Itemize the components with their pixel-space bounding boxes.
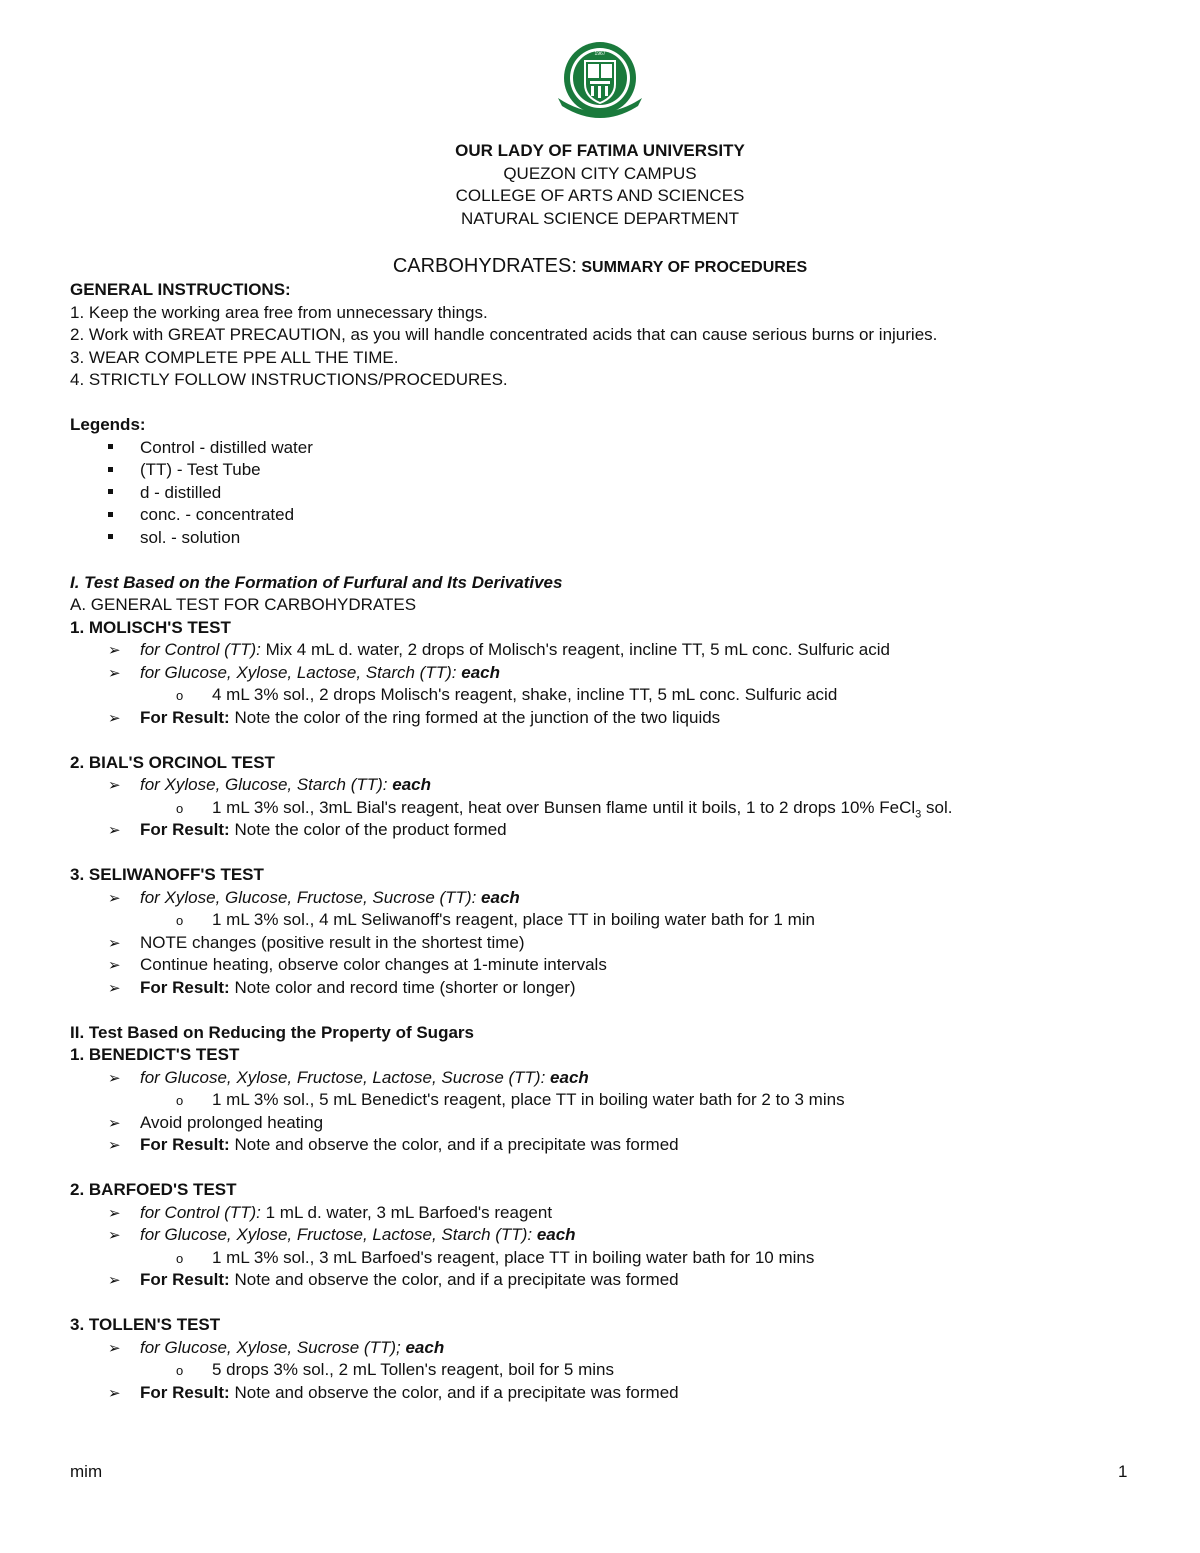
- arrow-bullet-icon: ➢: [108, 1272, 121, 1289]
- circle-bullet-icon: o: [176, 1250, 184, 1266]
- college-name: COLLEGE OF ARTS AND SCIENCES: [455, 186, 745, 205]
- arrow-bullet-icon: ➢: [108, 664, 121, 682]
- document-title: [0, 254, 1200, 280]
- circle-bullet-icon: o: [176, 913, 184, 928]
- square-bullet-icon: [108, 467, 113, 472]
- seliwanoff-test-title: 3. SELIWANOFF'S TEST: [70, 865, 264, 884]
- square-bullet-icon: [108, 534, 113, 539]
- circle-bullet-icon: o: [176, 1093, 184, 1108]
- barfoed-result: ➢ For Result: Note and observe the color, and if a precipitate was formed: [70, 1269, 1140, 1292]
- barfoed-control-step: ➢ for Control (TT): 1 mL d. water, 3 mL Barfoed's reagent: [70, 1202, 1140, 1225]
- bial-result: ➢ For Result: Note the color of the product formed: [70, 819, 1140, 842]
- section-2-heading: II. Test Based on Reducing the Property of Sugars: [70, 1022, 474, 1042]
- arrow-bullet-icon: ➢: [108, 979, 121, 997]
- molisch-result: ➢ For Result: Note the color of the ring formed at the junction of the two liquids: [70, 707, 1140, 730]
- legend-item: d - distilled: [70, 482, 1140, 505]
- department-name: NATURAL SCIENCE DEPARTMENT: [460, 208, 740, 228]
- seliwanoff-note: ➢ NOTE changes (positive result in the shortest time): [70, 932, 1140, 955]
- arrow-bullet-icon: ➢: [108, 777, 121, 794]
- legend-item: conc. - concentrated: [70, 504, 1140, 527]
- bial-sub-step: o 1 mL 3% sol., 3mL Bial's reagent, heat over Bunsen flame until it boils, 1 to 2 drops 10% FeCl$_3$ sol.: [176, 797, 953, 820]
- instruction-item: 3. WEAR COMPLETE PPE ALL THE TIME.: [70, 347, 399, 367]
- arrow-bullet-icon: ➢: [108, 1137, 121, 1154]
- legend-item: Control - distilled water: [70, 437, 1140, 460]
- legends-heading: Legends:: [70, 415, 146, 434]
- general-instructions-heading: GENERAL INSTRUCTIONS:: [70, 280, 291, 299]
- molisch-sub-step: o 4 mL 3% sol., 2 drops Molisch's reagent, shake, incline TT, 5 mL conc. Sulfuric acid: [70, 684, 1140, 707]
- bial-test-title: 2. BIAL'S ORCINOL TEST: [70, 752, 275, 772]
- square-bullet-icon: [108, 489, 113, 494]
- tollen-test-title: 3. TOLLEN'S TEST: [70, 1315, 221, 1334]
- page-number: 1: [1118, 1462, 1128, 1481]
- arrow-bullet-icon: ➢: [108, 1339, 121, 1357]
- arrow-bullet-icon: ➢: [108, 822, 121, 839]
- university-seal-logo: [554, 40, 646, 120]
- benedict-result: ➢ For Result: Note and observe the color, and if a precipitate was formed: [70, 1134, 1140, 1157]
- arrow-bullet-icon: ➢: [108, 642, 121, 659]
- seliwanoff-sample-step: ➢ for Xylose, Glucose, Fructose, Sucrose (TT): each: [70, 887, 1140, 910]
- document-body: [70, 279, 1140, 1404]
- circle-bullet-icon: o: [176, 1363, 184, 1378]
- section-1-subheading: A. GENERAL TEST FOR CARBOHYDRATES: [70, 595, 417, 614]
- seliwanoff-note: ➢ Continue heating, observe color changes at 1-minute intervals: [70, 954, 1140, 977]
- square-bullet-icon: [108, 512, 113, 517]
- seliwanoff-sub-step: o 1 mL 3% sol., 4 mL Seliwanoff's reagent, place TT in boiling water bath for 1 min: [70, 909, 1140, 932]
- benedict-sub-step: o 1 mL 3% sol., 5 mL Benedict's reagent, place TT in boiling water bath for 2 to 3 mins: [70, 1089, 1140, 1112]
- footer-initials: mim: [70, 1462, 103, 1481]
- barfoed-sample-step: ➢ for Glucose, Xylose, Fructose, Lactose, Starch (TT): each: [70, 1224, 1140, 1247]
- bial-sample-step: ➢ for Xylose, Glucose, Starch (TT): each: [70, 774, 1140, 797]
- instruction-item: 1. Keep the working area free from unnecessary things.: [70, 302, 488, 322]
- circle-bullet-icon: o: [176, 800, 184, 816]
- molisch-sample-step: ➢ for Glucose, Xylose, Lactose, Starch (TT): each: [70, 662, 1140, 685]
- barfoed-sub-step: o 1 mL 3% sol., 3 mL Barfoed's reagent, place TT in boiling water bath for 10 mins: [70, 1247, 1140, 1270]
- arrow-bullet-icon: ➢: [108, 889, 121, 907]
- molisch-test-title: 1. MOLISCH'S TEST: [70, 617, 231, 637]
- arrow-bullet-icon: ➢: [108, 1069, 121, 1087]
- arrow-bullet-icon: ➢: [108, 957, 121, 974]
- barfoed-test-title: 2. BARFOED'S TEST: [70, 1180, 237, 1199]
- instruction-item: 4. STRICTLY FOLLOW INSTRUCTIONS/PROCEDURES.: [70, 370, 508, 389]
- arrow-bullet-icon: ➢: [108, 1227, 121, 1244]
- arrow-bullet-icon: ➢: [108, 1114, 121, 1132]
- title-main: CARBOHYDRATES:: [392, 255, 577, 277]
- document-header: [0, 140, 1200, 230]
- arrow-bullet-icon: ➢: [108, 709, 121, 727]
- legend-item: sol. - solution: [70, 527, 1140, 550]
- campus-name: QUEZON CITY CAMPUS: [503, 163, 697, 183]
- seliwanoff-result: ➢ For Result: Note color and record time (shorter or longer): [70, 977, 1140, 1000]
- arrow-bullet-icon: ➢: [108, 1204, 121, 1222]
- benedict-note: ➢ Avoid prolonged heating: [70, 1112, 1140, 1135]
- title-sub: SUMMARY OF PROCEDURES: [576, 259, 808, 276]
- tollen-result: ➢ For Result: Note and observe the color, and if a precipitate was formed: [70, 1382, 1140, 1405]
- benedict-sample-step: ➢ for Glucose, Xylose, Fructose, Lactose, Sucrose (TT): each: [70, 1067, 1140, 1090]
- arrow-bullet-icon: ➢: [108, 934, 121, 952]
- square-bullet-icon: [108, 444, 113, 449]
- benedict-test-title: 1. BENEDICT'S TEST: [70, 1045, 240, 1064]
- circle-bullet-icon: o: [176, 688, 184, 703]
- tollen-sub-step: o 5 drops 3% sol., 2 mL Tollen's reagent, boil for 5 mins: [70, 1359, 1140, 1382]
- university-name: OUR LADY OF FATIMA UNIVERSITY: [455, 141, 745, 160]
- instruction-item: 2. Work with GREAT PRECAUTION, as you will handle concentrated acids that can cause serious burns or injuries.: [70, 325, 938, 344]
- arrow-bullet-icon: ➢: [108, 1384, 121, 1402]
- svg-text:1967: 1967: [594, 51, 606, 57]
- section-1-heading: I. Test Based on the Formation of Furfural and Its Derivatives: [70, 572, 563, 592]
- molisch-control-step: ➢ for Control (TT): Mix 4 mL d. water, 2 drops of Molisch's reagent, incline TT, 5 mL conc. Sulfuric acid: [70, 639, 1140, 662]
- tollen-sample-step: ➢ for Glucose, Xylose, Sucrose (TT); each: [70, 1337, 1140, 1360]
- legend-item: (TT) - Test Tube: [70, 459, 1140, 482]
